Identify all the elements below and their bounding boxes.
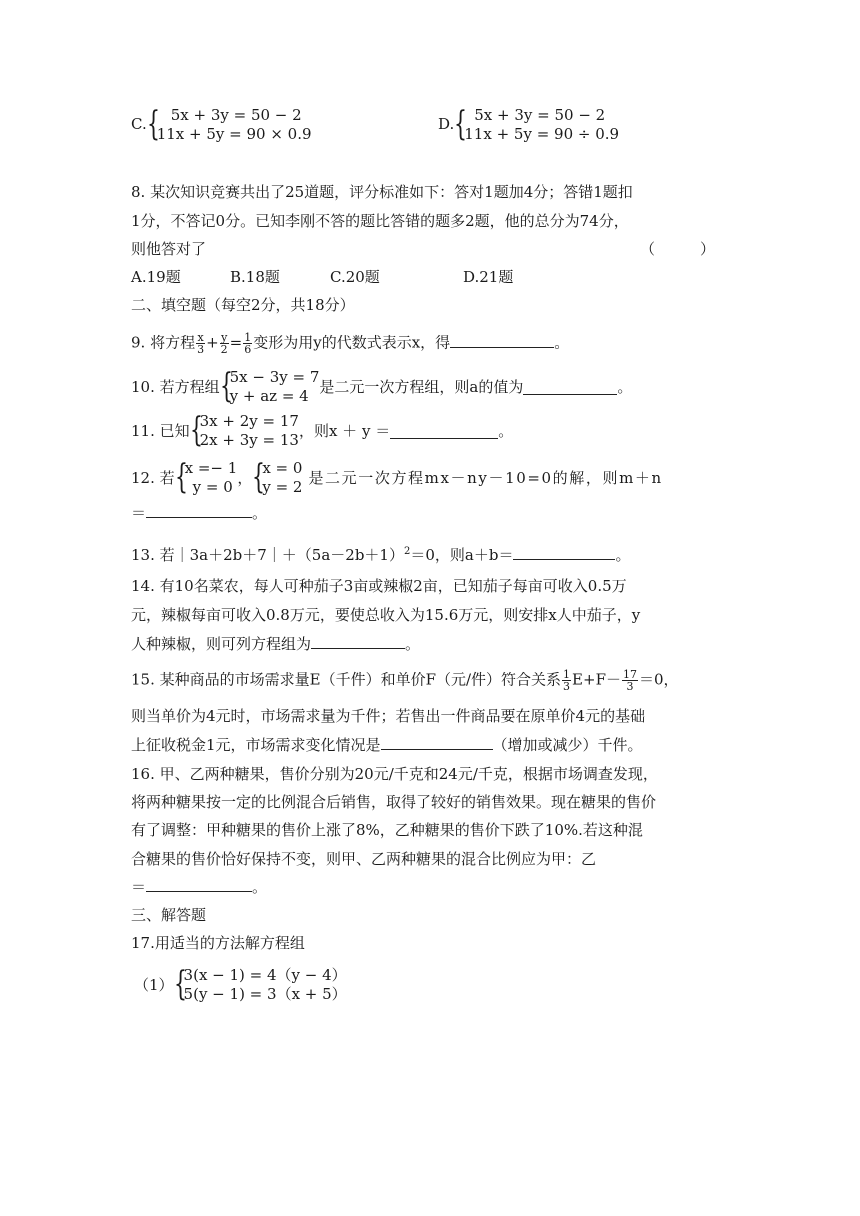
q13-answer-blank[interactable] [513,545,615,560]
section-2-heading: 二、填空题（每空2分，共18分） [131,296,355,314]
q15-line-1: 15. 某种商品的市场需求量E（千件）和单价F（元/件）符合关系 $\frac{1}{3}$ E+F－ $\frac{17}{3}$ ＝0， [131,668,679,693]
q8-option-a: A.19题 [131,268,181,286]
q11-system: { 3x + 2y = 17 2x + 3y = 13 [189,410,299,450]
section-3-heading: 三、解答题 [131,906,207,924]
q12-system-2: { x = 0 y = 2 [252,457,303,497]
q15-line-2: 则当单价为4元时，市场需求量为千件；若售出一件商品要在原单价4元的基础 [131,707,646,725]
q8-line-1: 8. 某次知识竞赛共出了25道题，评分标准如下：答对1题加4分；答错1题扣 [131,183,633,201]
q16-answer-blank[interactable] [146,877,252,892]
q15-fraction-2: $\frac{17}{3}$ [622,668,637,693]
q9-fraction-3: $\frac{1}{6}$ [244,331,252,356]
q17-part-1: （1） { 3(x − 1) = 4（y − 4） 5(y − 1) = 3（x + 5） [134,964,347,1004]
q8-answer-paren: （ ） [640,240,716,258]
q15-line-3: 上征收税金1元，市场需求变化情况是 （增加或减少）千件。 [131,736,643,754]
q7-option-d-system: { 5x + 3y = 50 − 2 11x + 5y = 90 ÷ 0.9 [454,104,620,144]
q9: 9. 将方程 $\frac{x}{3}$ + $\frac{y}{2}$ = $\frac{1}{6}$ 变形为用y的代数式表示x，得 。 [131,331,570,356]
q9-fraction-1: $\frac{x}{3}$ [197,331,205,356]
q15-answer-blank[interactable] [381,735,493,750]
q17-part-1-system: { 3(x − 1) = 4（y − 4） 5(y − 1) = 3（x + 5） [173,964,347,1004]
q7-option-c-system: { 5x + 3y = 50 − 2 11x + 5y = 90 × 0.9 [146,104,312,144]
q16-line-1: 16. 甲、乙两种糖果，售价分别为20元/千克和24元/千克，根据市场调查发现， [131,765,658,783]
q11-answer-blank[interactable] [390,424,498,439]
q16-line-3: 有了调整：甲种糖果的售价上涨了8%，乙种糖果的售价下跌了10%.若这种混 [131,821,643,839]
q17-title: 17.用适当的方法解方程组 [131,934,305,952]
q8-line-2: 1分，不答记0分。已知李刚不答的题比答错的题多2题，他的总分为74分， [131,212,629,230]
q8-option-c: C.20题 [330,268,380,286]
q14-line-1: 14. 有10名菜农，每人可种茄子3亩或辣椒2亩，已知茄子每亩可收入0.5万 [131,577,627,595]
q10: 10. 若方程组 { 5x − 3y = 7 y + az = 4 是二元一次方程组，则a的值为 。 [131,366,633,406]
q10-answer-blank[interactable] [523,380,617,395]
q7-option-d-label: D. [438,115,455,133]
q7-option-d [438,106,619,144]
q14-line-3: 人种辣椒，则可列方程组为 。 [131,635,421,653]
q12-system-1: { x =− 1 y = 0 [174,457,238,497]
q8-option-b: B.18题 [230,268,280,286]
q7-option-c-label: C. [131,115,147,133]
q11: 11. 已知 { 3x + 2y = 17 2x + 3y = 13 ，则x ＋ y ＝ 。 [131,410,514,450]
q13: 13. 若$|3a+2b+7|+(5a-2b+1)^2=0$，则a＋b＝ 。 [131,546,631,564]
q12: 12. 若 { x =− 1 y = 0 ， { x = 0 y = 2 是二元一次方程mx－ny－10=0的解，则m＋n [131,457,663,497]
q14-line-2: 元，辣椒每亩可收入0.8万元，要使总收入为15.6万元，则安排x人中茄子，y [131,606,641,624]
q16-line-2: 将两种糖果按一定的比例混合后销售，取得了较好的销售效果。现在糖果的售价 [131,793,657,811]
q16-line-4: 合糖果的售价恰好保持不变，则甲、乙两种糖果的混合比例应为甲：乙 [131,850,597,868]
q7-option-c [131,106,312,144]
q12-line-2: ＝ 。 [131,504,268,522]
q15-fraction-1: $\frac{1}{3}$ [563,668,571,693]
q8-option-d: D.21题 [463,268,514,286]
q9-fraction-2: $\frac{y}{2}$ [220,331,228,356]
q10-system: { 5x − 3y = 7 y + az = 4 [219,366,320,406]
q13-superscript: 2 [403,546,411,557]
q12-answer-blank[interactable] [146,503,252,518]
q14-answer-blank[interactable] [311,634,405,649]
q16-line-5: ＝ 。 [131,878,268,896]
q9-answer-blank[interactable] [450,333,554,348]
q8-line-3: 则他答对了 [131,240,207,258]
